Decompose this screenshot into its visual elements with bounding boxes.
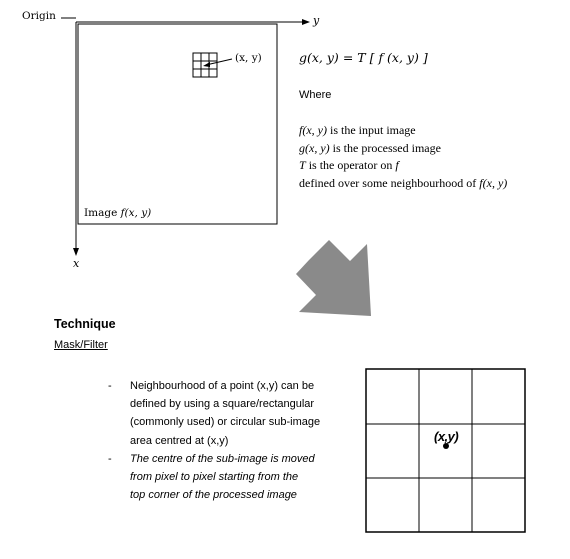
definition-operator: T is the operator on f [299, 158, 399, 172]
point-label: (x, y) [235, 52, 262, 64]
definition-input-image: f(x, y) is the input image [299, 123, 416, 137]
bullet-line: (commonly used) or circular sub-image [130, 416, 321, 429]
y-axis-label: y [313, 14, 320, 27]
bullet-dash: - [108, 453, 112, 465]
technique-title: Technique [54, 317, 116, 331]
mask-center-label: (x,y) [434, 429, 459, 444]
formula-rhs: [ f (x, y) ] [369, 50, 428, 65]
bullet-line: top corner of the processed image [130, 489, 297, 502]
where-label: Where [299, 89, 332, 101]
bullet-dash: - [108, 380, 112, 392]
bullet-line: Neighbourhood of a point (x,y) can be [130, 380, 315, 392]
image-label-func: f(x, y) [120, 207, 152, 219]
bullet-line: area centred at (x,y) [130, 434, 229, 447]
x-axis-label: x [73, 257, 80, 270]
formula-equals: = [342, 50, 354, 65]
definition-neighbourhood: defined over some neighbourhood of f(x, y) [299, 175, 508, 190]
mask-frame [366, 369, 525, 532]
technique-subtitle: Mask/Filter [54, 339, 108, 351]
formula-operator: T [357, 50, 366, 65]
origin-label: Origin [22, 10, 56, 22]
image-label-prefix: Image [84, 207, 118, 219]
bullet-line: The centre of the sub-image is moved [130, 453, 315, 465]
bullet-line: defined by using a square/rectangular [130, 398, 315, 411]
formula-lhs: g(x, y) [299, 50, 339, 65]
definition-processed-image: g(x, y) is the processed image [299, 140, 441, 155]
bullet-line: from pixel to pixel starting from the [130, 471, 299, 484]
